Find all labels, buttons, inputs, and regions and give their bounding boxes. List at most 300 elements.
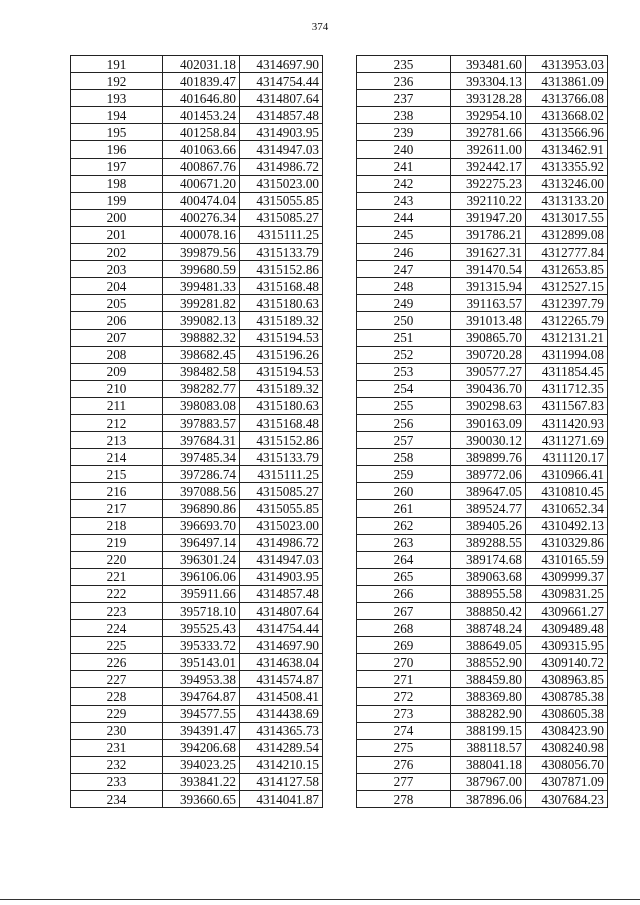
table-row xyxy=(71,209,323,226)
point-number-cell: 243 xyxy=(357,192,451,209)
point-number-cell: 275 xyxy=(357,739,451,756)
x-coordinate-cell: 392110.22 xyxy=(451,192,526,209)
point-number-cell: 221 xyxy=(71,568,163,585)
point-number-cell: 210 xyxy=(71,380,163,397)
y-coordinate-cell: 4314903.95 xyxy=(240,124,323,141)
x-coordinate-cell: 398083.08 xyxy=(163,397,240,414)
table-row xyxy=(357,363,608,380)
table-row xyxy=(357,449,608,466)
x-coordinate-cell: 395718.10 xyxy=(163,603,240,620)
table-row xyxy=(71,363,323,380)
table-row xyxy=(71,722,323,739)
y-coordinate-cell: 4312653.85 xyxy=(526,261,608,278)
x-coordinate-cell: 390298.63 xyxy=(451,397,526,414)
table-row xyxy=(357,158,608,175)
point-number-cell: 228 xyxy=(71,688,163,705)
table-row xyxy=(71,517,323,534)
point-number-cell: 205 xyxy=(71,295,163,312)
point-number-cell: 242 xyxy=(357,175,451,192)
y-coordinate-cell: 4312777.84 xyxy=(526,244,608,261)
point-number-cell: 256 xyxy=(357,414,451,431)
y-coordinate-cell: 4314638.04 xyxy=(240,654,323,671)
point-number-cell: 194 xyxy=(71,107,163,124)
y-coordinate-cell: 4314438.69 xyxy=(240,705,323,722)
x-coordinate-cell: 397286.74 xyxy=(163,466,240,483)
point-number-cell: 226 xyxy=(71,654,163,671)
y-coordinate-cell: 4312397.79 xyxy=(526,295,608,312)
point-number-cell: 197 xyxy=(71,158,163,175)
x-coordinate-cell: 400474.04 xyxy=(163,192,240,209)
table-row xyxy=(71,295,323,312)
y-coordinate-cell: 4313017.55 xyxy=(526,209,608,226)
table-row xyxy=(357,244,608,261)
table-row xyxy=(71,124,323,141)
point-number-cell: 233 xyxy=(71,773,163,790)
point-number-cell: 212 xyxy=(71,414,163,431)
x-coordinate-cell: 388118.57 xyxy=(451,739,526,756)
point-number-cell: 192 xyxy=(71,73,163,90)
table-row xyxy=(357,603,608,620)
table-row xyxy=(357,107,608,124)
point-number-cell: 258 xyxy=(357,449,451,466)
table-row xyxy=(71,90,323,107)
table-row xyxy=(71,56,323,73)
x-coordinate-cell: 401258.84 xyxy=(163,124,240,141)
table-row xyxy=(357,534,608,551)
y-coordinate-cell: 4315085.27 xyxy=(240,483,323,500)
x-coordinate-cell: 391315.94 xyxy=(451,278,526,295)
x-coordinate-cell: 391947.20 xyxy=(451,209,526,226)
y-coordinate-cell: 4311120.17 xyxy=(526,449,608,466)
table-row xyxy=(71,397,323,414)
point-number-cell: 200 xyxy=(71,209,163,226)
x-coordinate-cell: 397883.57 xyxy=(163,414,240,431)
table-row xyxy=(357,551,608,568)
x-coordinate-cell: 387967.00 xyxy=(451,773,526,790)
table-row xyxy=(71,158,323,175)
table-row xyxy=(357,312,608,329)
table-row xyxy=(357,620,608,637)
table-row xyxy=(71,244,323,261)
table-row xyxy=(71,773,323,790)
y-coordinate-cell: 4311712.35 xyxy=(526,380,608,397)
x-coordinate-cell: 397485.34 xyxy=(163,449,240,466)
point-number-cell: 232 xyxy=(71,756,163,773)
x-coordinate-cell: 389899.76 xyxy=(451,449,526,466)
table-row xyxy=(357,637,608,654)
x-coordinate-cell: 388955.58 xyxy=(451,585,526,602)
table-row xyxy=(357,346,608,363)
x-coordinate-cell: 392781.66 xyxy=(451,124,526,141)
table-row xyxy=(357,773,608,790)
x-coordinate-cell: 392611.00 xyxy=(451,141,526,158)
point-number-cell: 236 xyxy=(357,73,451,90)
table-row xyxy=(71,261,323,278)
x-coordinate-cell: 391786.21 xyxy=(451,226,526,243)
table-row xyxy=(357,380,608,397)
y-coordinate-cell: 4308785.38 xyxy=(526,688,608,705)
table-row xyxy=(357,397,608,414)
y-coordinate-cell: 4314986.72 xyxy=(240,158,323,175)
y-coordinate-cell: 4314210.15 xyxy=(240,756,323,773)
point-number-cell: 206 xyxy=(71,312,163,329)
table-row xyxy=(71,414,323,431)
y-coordinate-cell: 4314574.87 xyxy=(240,671,323,688)
y-coordinate-cell: 4315111.25 xyxy=(240,226,323,243)
x-coordinate-cell: 388649.05 xyxy=(451,637,526,654)
point-number-cell: 278 xyxy=(357,791,451,808)
y-coordinate-cell: 4310492.13 xyxy=(526,517,608,534)
x-coordinate-cell: 401063.66 xyxy=(163,141,240,158)
y-coordinate-cell: 4313953.03 xyxy=(526,56,608,73)
point-number-cell: 207 xyxy=(71,329,163,346)
x-coordinate-cell: 392275.23 xyxy=(451,175,526,192)
x-coordinate-cell: 401453.24 xyxy=(163,107,240,124)
x-coordinate-cell: 399481.33 xyxy=(163,278,240,295)
point-number-cell: 276 xyxy=(357,756,451,773)
point-number-cell: 247 xyxy=(357,261,451,278)
y-coordinate-cell: 4315189.32 xyxy=(240,312,323,329)
table-row xyxy=(357,756,608,773)
y-coordinate-cell: 4314807.64 xyxy=(240,90,323,107)
point-number-cell: 213 xyxy=(71,432,163,449)
y-coordinate-cell: 4314754.44 xyxy=(240,73,323,90)
x-coordinate-cell: 391627.31 xyxy=(451,244,526,261)
x-coordinate-cell: 388552.90 xyxy=(451,654,526,671)
x-coordinate-cell: 388199.15 xyxy=(451,722,526,739)
table-row xyxy=(357,278,608,295)
table-row xyxy=(71,671,323,688)
table-row xyxy=(357,654,608,671)
point-number-cell: 224 xyxy=(71,620,163,637)
table-row xyxy=(71,432,323,449)
point-number-cell: 203 xyxy=(71,261,163,278)
x-coordinate-cell: 394023.25 xyxy=(163,756,240,773)
x-coordinate-cell: 389063.68 xyxy=(451,568,526,585)
table-row xyxy=(71,585,323,602)
point-number-cell: 259 xyxy=(357,466,451,483)
table-row xyxy=(357,175,608,192)
x-coordinate-cell: 399281.82 xyxy=(163,295,240,312)
y-coordinate-cell: 4315194.53 xyxy=(240,329,323,346)
x-coordinate-cell: 391470.54 xyxy=(451,261,526,278)
table-row xyxy=(357,209,608,226)
x-coordinate-cell: 396301.24 xyxy=(163,551,240,568)
x-coordinate-cell: 398482.58 xyxy=(163,363,240,380)
point-number-cell: 264 xyxy=(357,551,451,568)
point-number-cell: 218 xyxy=(71,517,163,534)
table-row xyxy=(71,312,323,329)
x-coordinate-cell: 390865.70 xyxy=(451,329,526,346)
point-number-cell: 222 xyxy=(71,585,163,602)
y-coordinate-cell: 4315196.26 xyxy=(240,346,323,363)
point-number-cell: 268 xyxy=(357,620,451,637)
point-number-cell: 263 xyxy=(357,534,451,551)
table-row xyxy=(71,107,323,124)
x-coordinate-cell: 402031.18 xyxy=(163,56,240,73)
point-number-cell: 252 xyxy=(357,346,451,363)
y-coordinate-cell: 4313462.91 xyxy=(526,141,608,158)
table-row xyxy=(357,73,608,90)
y-coordinate-cell: 4313766.08 xyxy=(526,90,608,107)
point-number-cell: 250 xyxy=(357,312,451,329)
table-row xyxy=(357,585,608,602)
x-coordinate-cell: 400276.34 xyxy=(163,209,240,226)
x-coordinate-cell: 389174.68 xyxy=(451,551,526,568)
point-number-cell: 193 xyxy=(71,90,163,107)
x-coordinate-cell: 393128.28 xyxy=(451,90,526,107)
x-coordinate-cell: 393841.22 xyxy=(163,773,240,790)
y-coordinate-cell: 4309140.72 xyxy=(526,654,608,671)
point-number-cell: 191 xyxy=(71,56,163,73)
y-coordinate-cell: 4308240.98 xyxy=(526,739,608,756)
point-number-cell: 195 xyxy=(71,124,163,141)
point-number-cell: 235 xyxy=(357,56,451,73)
y-coordinate-cell: 4315055.85 xyxy=(240,192,323,209)
table-row xyxy=(71,739,323,756)
y-coordinate-cell: 4309661.27 xyxy=(526,603,608,620)
x-coordinate-cell: 389772.06 xyxy=(451,466,526,483)
page-number: 374 xyxy=(311,21,329,33)
point-number-cell: 215 xyxy=(71,466,163,483)
table-row xyxy=(357,414,608,431)
point-number-cell: 254 xyxy=(357,380,451,397)
x-coordinate-cell: 399879.56 xyxy=(163,244,240,261)
point-number-cell: 223 xyxy=(71,603,163,620)
point-number-cell: 217 xyxy=(71,500,163,517)
y-coordinate-cell: 4314508.41 xyxy=(240,688,323,705)
point-number-cell: 274 xyxy=(357,722,451,739)
x-coordinate-cell: 393304.13 xyxy=(451,73,526,90)
y-coordinate-cell: 4314127.58 xyxy=(240,773,323,790)
y-coordinate-cell: 4314947.03 xyxy=(240,141,323,158)
y-coordinate-cell: 4310329.86 xyxy=(526,534,608,551)
table-row xyxy=(71,449,323,466)
x-coordinate-cell: 400078.16 xyxy=(163,226,240,243)
x-coordinate-cell: 400867.76 xyxy=(163,158,240,175)
table-row xyxy=(71,756,323,773)
table-row xyxy=(71,175,323,192)
y-coordinate-cell: 4314365.73 xyxy=(240,722,323,739)
point-number-cell: 234 xyxy=(71,791,163,808)
y-coordinate-cell: 4315180.63 xyxy=(240,397,323,414)
table-row xyxy=(71,551,323,568)
table-row xyxy=(357,329,608,346)
point-number-cell: 198 xyxy=(71,175,163,192)
point-number-cell: 211 xyxy=(71,397,163,414)
y-coordinate-cell: 4315023.00 xyxy=(240,517,323,534)
point-number-cell: 248 xyxy=(357,278,451,295)
y-coordinate-cell: 4314754.44 xyxy=(240,620,323,637)
x-coordinate-cell: 388282.90 xyxy=(451,705,526,722)
point-number-cell: 260 xyxy=(357,483,451,500)
point-number-cell: 219 xyxy=(71,534,163,551)
table-row xyxy=(357,261,608,278)
point-number-cell: 269 xyxy=(357,637,451,654)
coordinates-table-left xyxy=(70,55,323,808)
table-row xyxy=(357,722,608,739)
x-coordinate-cell: 399082.13 xyxy=(163,312,240,329)
point-number-cell: 277 xyxy=(357,773,451,790)
table-row xyxy=(357,517,608,534)
x-coordinate-cell: 390577.27 xyxy=(451,363,526,380)
y-coordinate-cell: 4314986.72 xyxy=(240,534,323,551)
y-coordinate-cell: 4314947.03 xyxy=(240,551,323,568)
y-coordinate-cell: 4315194.53 xyxy=(240,363,323,380)
table-row xyxy=(71,380,323,397)
table-row xyxy=(71,73,323,90)
point-number-cell: 201 xyxy=(71,226,163,243)
point-number-cell: 225 xyxy=(71,637,163,654)
y-coordinate-cell: 4313133.20 xyxy=(526,192,608,209)
point-number-cell: 216 xyxy=(71,483,163,500)
table-row xyxy=(71,791,323,808)
y-coordinate-cell: 4314697.90 xyxy=(240,637,323,654)
x-coordinate-cell: 395525.43 xyxy=(163,620,240,637)
table-row xyxy=(71,637,323,654)
point-number-cell: 208 xyxy=(71,346,163,363)
x-coordinate-cell: 396693.70 xyxy=(163,517,240,534)
table-row xyxy=(71,705,323,722)
y-coordinate-cell: 4309315.95 xyxy=(526,637,608,654)
x-coordinate-cell: 398882.32 xyxy=(163,329,240,346)
table-row xyxy=(71,534,323,551)
x-coordinate-cell: 394577.55 xyxy=(163,705,240,722)
table-row xyxy=(357,568,608,585)
y-coordinate-cell: 4313861.09 xyxy=(526,73,608,90)
y-coordinate-cell: 4309999.37 xyxy=(526,568,608,585)
point-number-cell: 238 xyxy=(357,107,451,124)
x-coordinate-cell: 388041.18 xyxy=(451,756,526,773)
y-coordinate-cell: 4315133.79 xyxy=(240,449,323,466)
y-coordinate-cell: 4311854.45 xyxy=(526,363,608,380)
point-number-cell: 214 xyxy=(71,449,163,466)
table-row xyxy=(71,278,323,295)
table-row xyxy=(357,141,608,158)
point-number-cell: 239 xyxy=(357,124,451,141)
x-coordinate-cell: 398282.77 xyxy=(163,380,240,397)
point-number-cell: 231 xyxy=(71,739,163,756)
x-coordinate-cell: 389405.26 xyxy=(451,517,526,534)
y-coordinate-cell: 4314697.90 xyxy=(240,56,323,73)
x-coordinate-cell: 390030.12 xyxy=(451,432,526,449)
x-coordinate-cell: 397088.56 xyxy=(163,483,240,500)
y-coordinate-cell: 4312899.08 xyxy=(526,226,608,243)
x-coordinate-cell: 394391.47 xyxy=(163,722,240,739)
y-coordinate-cell: 4312131.21 xyxy=(526,329,608,346)
point-number-cell: 251 xyxy=(357,329,451,346)
y-coordinate-cell: 4315085.27 xyxy=(240,209,323,226)
point-number-cell: 262 xyxy=(357,517,451,534)
table-row xyxy=(71,620,323,637)
y-coordinate-cell: 4315023.00 xyxy=(240,175,323,192)
point-number-cell: 227 xyxy=(71,671,163,688)
point-number-cell: 249 xyxy=(357,295,451,312)
y-coordinate-cell: 4311567.83 xyxy=(526,397,608,414)
point-number-cell: 272 xyxy=(357,688,451,705)
x-coordinate-cell: 393660.65 xyxy=(163,791,240,808)
table-row xyxy=(357,671,608,688)
point-number-cell: 271 xyxy=(357,671,451,688)
table-row xyxy=(357,705,608,722)
point-number-cell: 196 xyxy=(71,141,163,158)
y-coordinate-cell: 4315168.48 xyxy=(240,414,323,431)
point-number-cell: 204 xyxy=(71,278,163,295)
x-coordinate-cell: 399680.59 xyxy=(163,261,240,278)
table-row xyxy=(357,688,608,705)
y-coordinate-cell: 4312265.79 xyxy=(526,312,608,329)
x-coordinate-cell: 388459.80 xyxy=(451,671,526,688)
point-number-cell: 240 xyxy=(357,141,451,158)
y-coordinate-cell: 4312527.15 xyxy=(526,278,608,295)
x-coordinate-cell: 396497.14 xyxy=(163,534,240,551)
x-coordinate-cell: 391013.48 xyxy=(451,312,526,329)
x-coordinate-cell: 389647.05 xyxy=(451,483,526,500)
y-coordinate-cell: 4315189.32 xyxy=(240,380,323,397)
x-coordinate-cell: 392954.10 xyxy=(451,107,526,124)
y-coordinate-cell: 4309489.48 xyxy=(526,620,608,637)
y-coordinate-cell: 4315152.86 xyxy=(240,261,323,278)
x-coordinate-cell: 393481.60 xyxy=(451,56,526,73)
x-coordinate-cell: 395333.72 xyxy=(163,637,240,654)
y-coordinate-cell: 4315152.86 xyxy=(240,432,323,449)
table-row xyxy=(71,226,323,243)
x-coordinate-cell: 394206.68 xyxy=(163,739,240,756)
point-number-cell: 202 xyxy=(71,244,163,261)
y-coordinate-cell: 4314903.95 xyxy=(240,568,323,585)
y-coordinate-cell: 4310810.45 xyxy=(526,483,608,500)
x-coordinate-cell: 395911.66 xyxy=(163,585,240,602)
table-row xyxy=(71,654,323,671)
x-coordinate-cell: 397684.31 xyxy=(163,432,240,449)
x-coordinate-cell: 401646.80 xyxy=(163,90,240,107)
y-coordinate-cell: 4313566.96 xyxy=(526,124,608,141)
x-coordinate-cell: 398682.45 xyxy=(163,346,240,363)
point-number-cell: 265 xyxy=(357,568,451,585)
x-coordinate-cell: 388748.24 xyxy=(451,620,526,637)
point-number-cell: 267 xyxy=(357,603,451,620)
x-coordinate-cell: 389524.77 xyxy=(451,500,526,517)
y-coordinate-cell: 4311420.93 xyxy=(526,414,608,431)
point-number-cell: 245 xyxy=(357,226,451,243)
x-coordinate-cell: 396106.06 xyxy=(163,568,240,585)
table-row xyxy=(71,466,323,483)
y-coordinate-cell: 4315133.79 xyxy=(240,244,323,261)
point-number-cell: 253 xyxy=(357,363,451,380)
point-number-cell: 220 xyxy=(71,551,163,568)
table-row xyxy=(71,500,323,517)
y-coordinate-cell: 4314807.64 xyxy=(240,603,323,620)
x-coordinate-cell: 392442.17 xyxy=(451,158,526,175)
x-coordinate-cell: 390720.28 xyxy=(451,346,526,363)
table-row xyxy=(357,500,608,517)
x-coordinate-cell: 395143.01 xyxy=(163,654,240,671)
table-row xyxy=(71,192,323,209)
x-coordinate-cell: 388850.42 xyxy=(451,603,526,620)
point-number-cell: 255 xyxy=(357,397,451,414)
x-coordinate-cell: 391163.57 xyxy=(451,295,526,312)
bottom-border-line xyxy=(0,899,640,900)
x-coordinate-cell: 401839.47 xyxy=(163,73,240,90)
x-coordinate-cell: 390163.09 xyxy=(451,414,526,431)
y-coordinate-cell: 4313246.00 xyxy=(526,175,608,192)
x-coordinate-cell: 389288.55 xyxy=(451,534,526,551)
point-number-cell: 266 xyxy=(357,585,451,602)
y-coordinate-cell: 4315180.63 xyxy=(240,295,323,312)
point-number-cell: 261 xyxy=(357,500,451,517)
table-row xyxy=(357,192,608,209)
point-number-cell: 199 xyxy=(71,192,163,209)
